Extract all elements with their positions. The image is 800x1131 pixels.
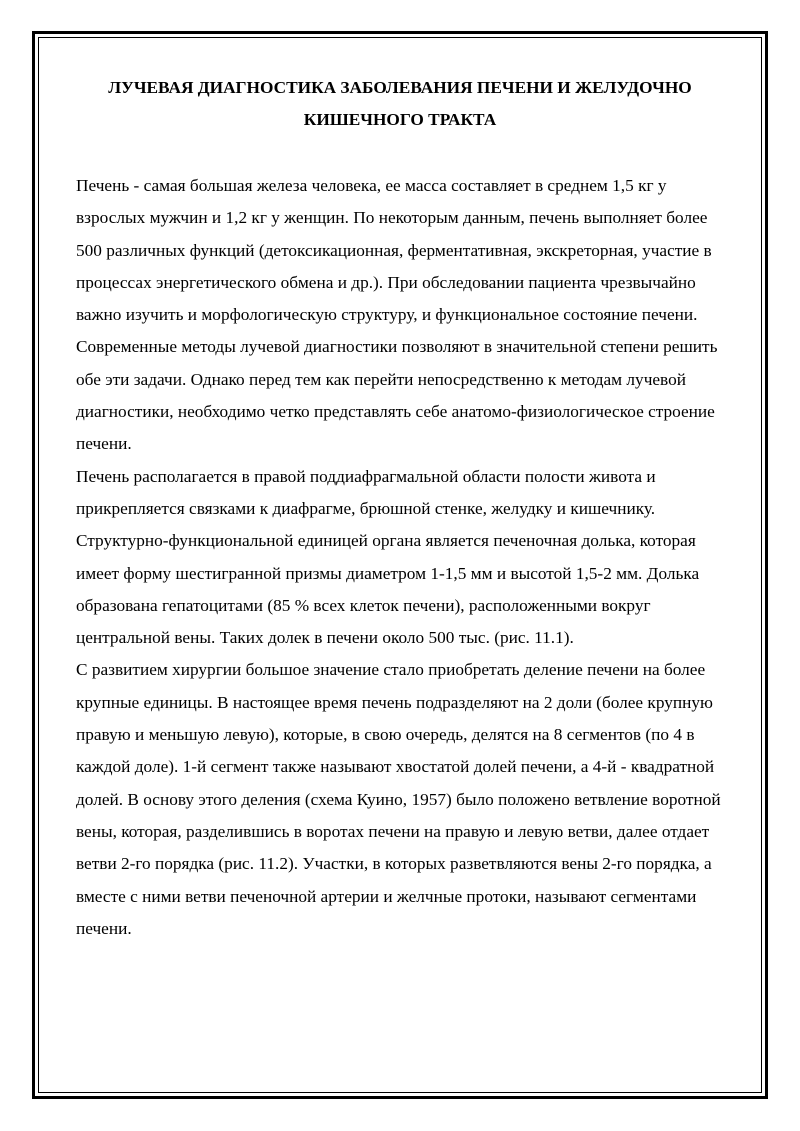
document-body [76,170,724,945]
paragraph-liver-structure: Печень располагается в правой поддиафрагмальной области полости живота и прикрепляется связками к диафрагме, брюшной стенке, желудку и кишечнику. Структурно-функциональной единицей органа является печеночная долька, которая имеет форму шестигранной призмы диаметром 1-1,5 мм и высотой 1,5-2 мм. Долька образована гепатоцитами (85 % всех клеток печени), расположенными вокруг центральной вены. Таких долек в печени около 500 тыс. (рис. 11.1). [76,466,700,648]
paragraph-liver-overview: Печень - самая большая железа человека, ее масса составляет в среднем 1,5 кг у взрослых мужчин и 1,2 кг у женщин. По некоторым данным, печень выполняет более 500 различных функций (детоксикационная, ферментативная, экскреторная, участие в процессах энергетического обмена и др.). При обследовании пациента чрезвычайно важно изучить и морфологическую структуру, и функциональное состояние печени. Современные методы лучевой диагностики позволяют в значительной степени решить обе эти задачи. Однако перед тем как перейти непосредственно к методам лучевой диагностики, необходимо четко представлять себе анатомо-физиологическое строение печени. [76,176,718,454]
paragraph-liver-segments: С развитием хирургии большое значение стало приобретать деление печени на более крупные единицы. В настоящее время печень подразделяют на 2 доли (более крупную правую и меньшую левую), которые, в свою очередь, делятся на 8 сегментов (по 4 в каждой доле). 1-й сегмент также называют хвостатой долей печени, а 4-й - квадратной долей. В основу этого деления (схема Куино, 1957) было положено ветвление воротной вены, которая, разделившись в воротах печени на правую и левую ветви, далее отдает ветви 2-го порядка (рис. 11.2). Участки, в которых разветвляются вены 2-го порядка, а вместе с ними ветви печеночной артерии и желчные протоки, называют сегментами печени. [76,660,721,938]
document-title [60,72,740,136]
document-title-line-1: ЛУЧЕВАЯ ДИАГНОСТИКА ЗАБОЛЕВАНИЯ ПЕЧЕНИ И ЖЕЛУДОЧНО [108,78,692,97]
document-title-line-2: КИШЕЧНОГО ТРАКТА [303,110,497,129]
